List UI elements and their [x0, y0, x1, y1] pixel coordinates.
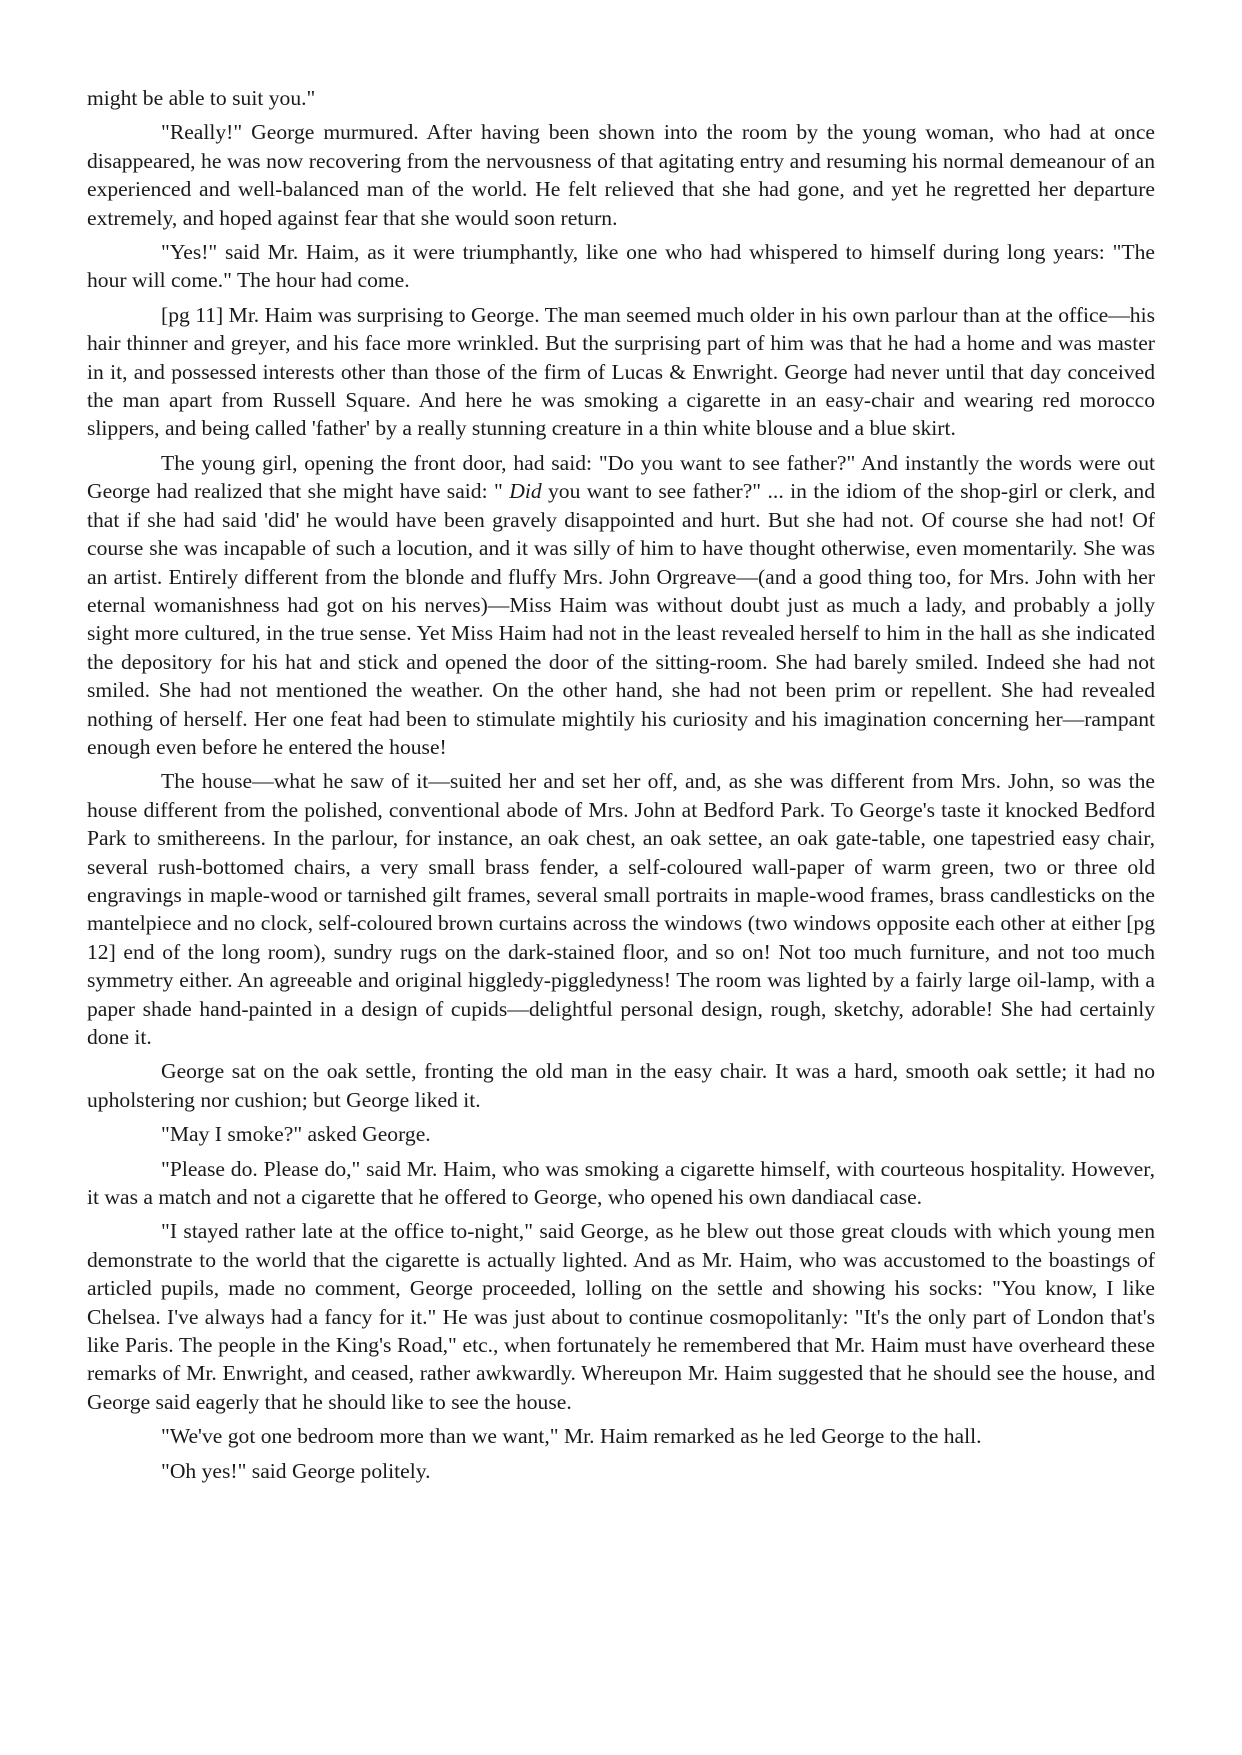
paragraph-text: "Please do. Please do," said Mr. Haim, who was smoking a cigarette himself, with courteous hospitality. However, it was a match and not a cigarette that he offered to George, who opened his own dandiacal case.: [87, 1156, 1155, 1210]
paragraph-text: "Yes!" said Mr. Haim, as it were triumphantly, like one who had whispered to himself during long years: "The hour will come." The hour had come.: [87, 240, 1155, 293]
paragraph-p6: [87, 1057, 1155, 1114]
paragraph-text: George sat on the oak settle, fronting the old man in the easy chair. It was a hard, smooth oak settle; it had no upholstering nor cushion; but George liked it.: [87, 1059, 1155, 1112]
paragraph-text: you want to see father?" ... in the idiom of the shop-girl or clerk, and that if she had said 'did' he would have been gravely disappointed and hurt. But she had not. Of course she had not! Of course she was incapable of such a locution, and it was silly of him to have thought otherwise, even momentarily. She was an artist. Entirely different from the blonde and fluffy Mrs. John Orgreave—(and a good thing too, for Mrs. John with her eternal womanishness had got on his nerves)—Miss Haim was without doubt just as much a lady, and probably a jolly sight more cultured, in the true sense. Yet Miss Haim had not in the least revealed herself to him in the hall as she indicated the depository for his hat and stick and opened the door of the sitting-room. She had barely smiled. Indeed she had not smiled. She had not mentioned the weather. On the other hand, she had not been prim or repellent. She had revealed nothing of herself. Her one feat had been to stimulate mightily his curiosity and his imagination concerning her—rampant enough even before he entered the house!: [87, 479, 1155, 759]
paragraph-text: [pg 11] Mr. Haim was surprising to George. The man seemed much older in his own parlour than at the office—his hair thinner and greyer, and his face more wrinkled. But the surprising part of him was that he had a home and was master in it, and possessed interests other than those of the firm of Lucas & Enwright. George had never until that day conceived the man apart from Russell Square. And here he was smoking a cigarette in an easy-chair and wearing red morocco slippers, and being called 'father' by a really stunning creature in a thin white blouse and a blue skirt.: [87, 302, 1155, 441]
paragraph-text: "Really!" George murmured. After having been shown into the room by the young woman, who had at once disappeared, he was now recovering from the nervousness of that agitating entry and resuming his normal demeanour of an experienced and well-balanced man of the world. He felt relieved that she had gone, and yet he regretted her departure extremely, and hoped against fear that she would soon return.: [87, 120, 1155, 230]
paragraph-text: might be able to suit you.": [87, 86, 316, 110]
paragraph-text: "We've got one bedroom more than we want," Mr. Haim remarked as he led George to the hall.: [161, 1424, 982, 1449]
document-page: [87, 84, 1155, 1491]
italic-text: Did: [509, 479, 542, 504]
paragraph-text: "Oh yes!" said George politely.: [161, 1458, 431, 1483]
paragraph-p7: [87, 1120, 1155, 1148]
paragraph-text: "May I smoke?" asked George.: [161, 1122, 431, 1147]
paragraph-p2: [87, 238, 1155, 295]
paragraph-p0: [87, 84, 1155, 112]
paragraph-p9: [87, 1217, 1155, 1416]
paragraph-p3: [87, 301, 1155, 443]
paragraph-p11: [87, 1457, 1155, 1485]
paragraph-p4: [87, 449, 1155, 761]
paragraph-text: The house—what he saw of it—suited her and set her off, and, as she was different from Mrs. John, so was the house different from the polished, conventional abode of Mrs. John at Bedford Park. To George's taste it knocked Bedford Park to smithereens. In the parlour, for instance, an oak chest, an oak settee, an oak gate-table, one tapestried easy chair, several rush-bottomed chairs, a very small brass fender, a self-coloured wall-paper of warm green, two or three old engravings in maple-wood or tarnished gilt frames, several small portraits in maple-wood frames, brass candlesticks on the mantelpiece and no clock, self-coloured brown curtains across the windows (two windows opposite each other at either [pg 12] end of the long room), sundry rugs on the dark-stained floor, and so on! Not too much furniture, and not too much symmetry either. An agreeable and original higgledy-piggledyness! The room was lighted by a fairly large oil-lamp, with a paper shade hand-painted in a design of cupids—delightful personal design, rough, sketchy, adorable! She had certainly done it.: [87, 769, 1155, 1049]
paragraph-p5: [87, 767, 1155, 1051]
paragraph-p8: [87, 1155, 1155, 1212]
paragraph-text: "I stayed rather late at the office to-night," said George, as he blew out those great clouds with which young men demonstrate to the world that the cigarette is actually lighted. And as Mr. Haim, who was accustomed to the boastings of articled pupils, made no comment, George proceeded, lolling on the settle and showing his socks: "You know, I like Chelsea. I've always had a fancy for it." He was just about to continue cosmopolitanly: "It's the only part of London that's like Paris. The people in the King's Road," etc., when fortunately he remembered that Mr. Haim must have overheard these remarks of Mr. Enwright, and ceased, rather awkwardly. Whereupon Mr. Haim suggested that he should see the house, and George said eagerly that he should like to see the house.: [87, 1219, 1155, 1414]
paragraph-p1: [87, 118, 1155, 232]
paragraph-text: The young girl, opening the front door, had said: "Do you want to see father?" And instantly the words were out George had realized that she might have said: ": [87, 450, 1155, 504]
paragraph-p10: [87, 1422, 1155, 1450]
